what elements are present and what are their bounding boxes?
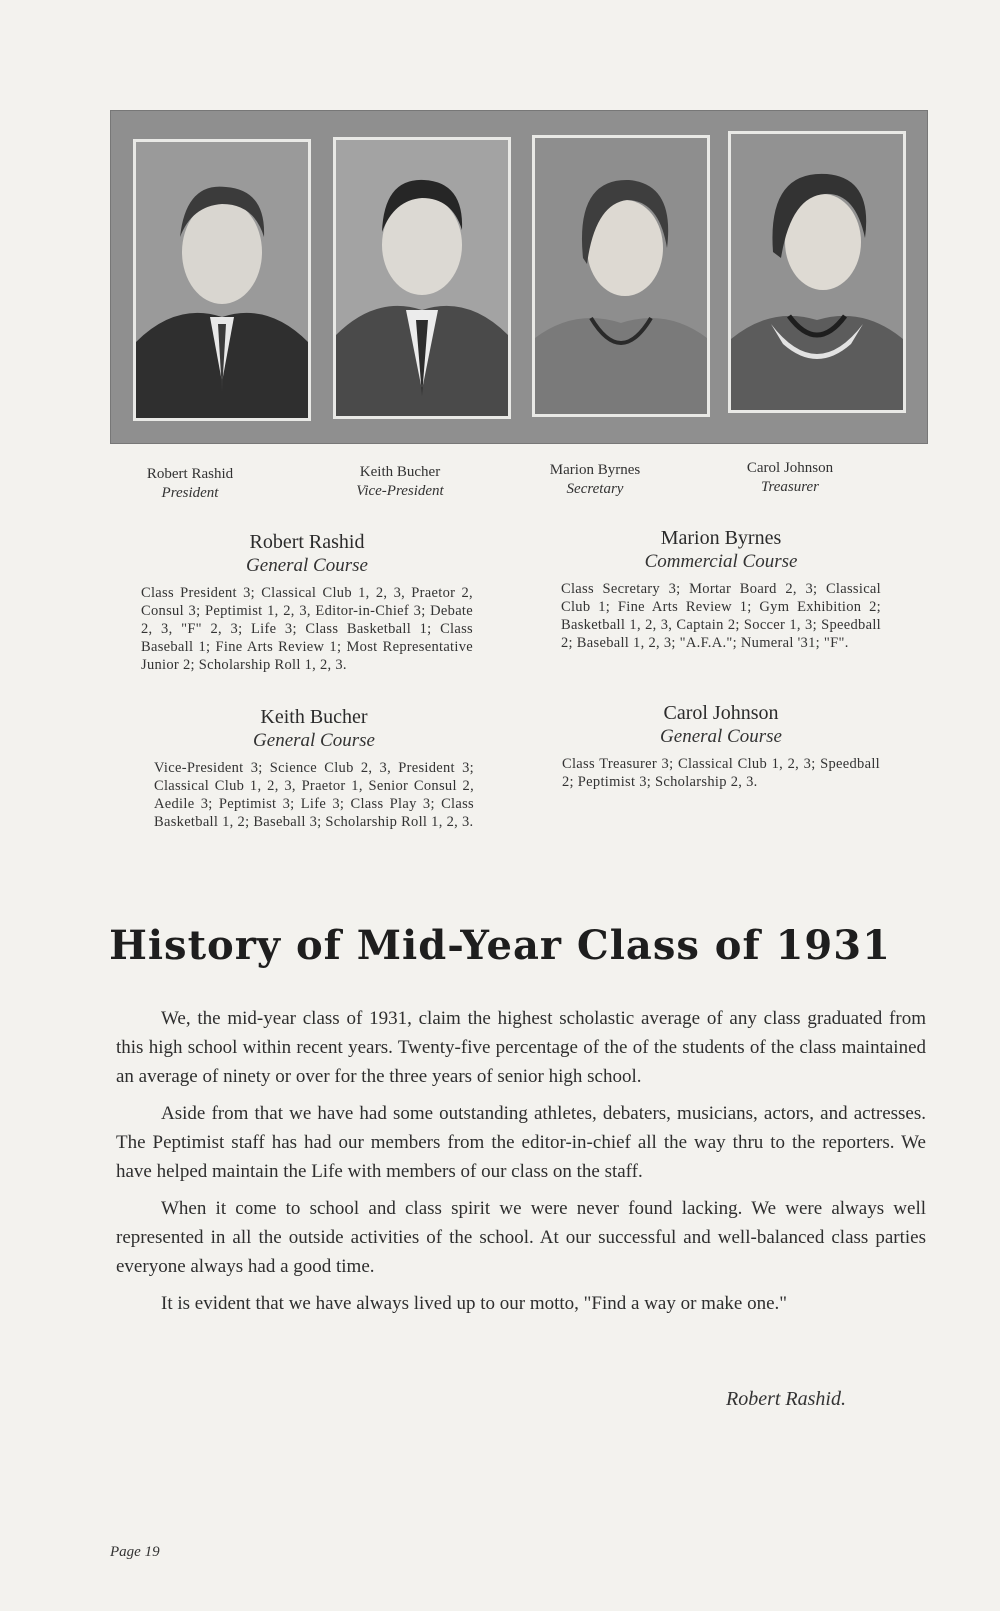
bio-name: Marion Byrnes — [660, 527, 782, 549]
photo-carol-johnson — [728, 131, 906, 413]
caption-role: Secretary — [566, 481, 624, 497]
signature: Robert Rashid. — [726, 1388, 846, 1410]
bio-carol-johnson — [562, 701, 880, 791]
portrait-woman-icon — [535, 138, 707, 414]
bio-details: Class Treasurer 3; Classical Club 1, 2, 3; Speedball 2; Peptimist 3; Scholarship 2, 3. — [562, 756, 880, 790]
portrait-man-icon — [336, 140, 508, 416]
caption-role: Treasurer — [760, 479, 820, 495]
caption-treasurer — [690, 459, 890, 497]
bio-name: Robert Rashid — [249, 531, 365, 553]
officer-photo-strip — [110, 110, 928, 444]
photo-robert-rashid — [133, 139, 311, 421]
history-paragraph: When it come to school and class spirit we were never found lacking. We were always well represented in all the outside activities of the school. At our successful and well-balanced class parties everyone always had a good time. — [116, 1198, 926, 1277]
caption-name: Marion Byrnes — [549, 462, 641, 478]
caption-role: President — [161, 485, 219, 501]
portrait-woman-icon — [731, 134, 903, 410]
bio-details: Class President 3; Classical Club 1, 2, 3, Praetor 2, Consul 3; Peptimist 1, 2, 3, Editor-in-Chief 3; Debate 2, 3, "F" 2, 3; Life 3; Class Basketball 1; Class Baseball 1; Fine Arts Review 1; Most Representative Junior 2; Scholarship Roll 1, 2, 3. — [141, 585, 473, 673]
bio-details: Vice-President 3; Science Club 2, 3, President 3; Classical Club 1, 2, 3, Praetor 1, Senior Consul 2, Aedile 3; Peptimist 3; Life 3; Class Play 3; Class Basketball 1, 2; Baseball 3; Scholarship Roll 1, 2, 3. — [154, 760, 474, 830]
caption-role: Vice-President — [356, 483, 444, 499]
bio-robert-rashid — [141, 530, 473, 674]
bio-course: General Course — [246, 555, 368, 576]
bio-marion-byrnes — [561, 526, 881, 652]
caption-president — [90, 465, 290, 503]
caption-name: Robert Rashid — [146, 466, 234, 482]
page-number: Page 19 — [110, 1544, 160, 1560]
bio-details: Class Secretary 3; Mortar Board 2, 3; Classical Club 1; Fine Arts Review 1; Gym Exhibition 2; Basketball 1, 2, 3, Captain 2; Soccer 1, 3; Speedball 2; Baseball 1, 2, 3; "A.F.A."; Numeral '31; "F". — [561, 581, 881, 651]
history-body — [116, 1004, 926, 1326]
bio-name: Keith Bucher — [260, 706, 368, 728]
history-title: History of Mid-Year Class of 1931 — [109, 922, 891, 969]
caption-vice-president — [300, 463, 500, 501]
history-paragraph: We, the mid-year class of 1931, claim the highest scholastic average of any class graduated from this high school within recent years. Twenty-five percentage of the of the students of the class maintained an average of ninety or over for the three years of senior high school. — [116, 1008, 926, 1087]
history-paragraph: Aside from that we have had some outstanding athletes, debaters, musicians, actors, and actresses. The Peptimist staff has had our members from the editor-in-chief all the way thru to the reporters. We have helped maintain the Life with members of our class on the staff. — [116, 1103, 926, 1182]
caption-secretary — [495, 461, 695, 499]
caption-name: Keith Bucher — [359, 464, 441, 480]
bio-course: General Course — [253, 730, 375, 751]
photo-keith-bucher — [333, 137, 511, 419]
bio-keith-bucher — [154, 705, 474, 831]
history-paragraph: It is evident that we have always lived up to our motto, "Find a way or make one." — [161, 1293, 788, 1314]
caption-name: Carol Johnson — [746, 460, 834, 476]
bio-course: Commercial Course — [644, 551, 798, 572]
bio-name: Carol Johnson — [663, 702, 779, 724]
bio-course: General Course — [660, 726, 782, 747]
portrait-man-icon — [136, 142, 308, 418]
photo-marion-byrnes — [532, 135, 710, 417]
